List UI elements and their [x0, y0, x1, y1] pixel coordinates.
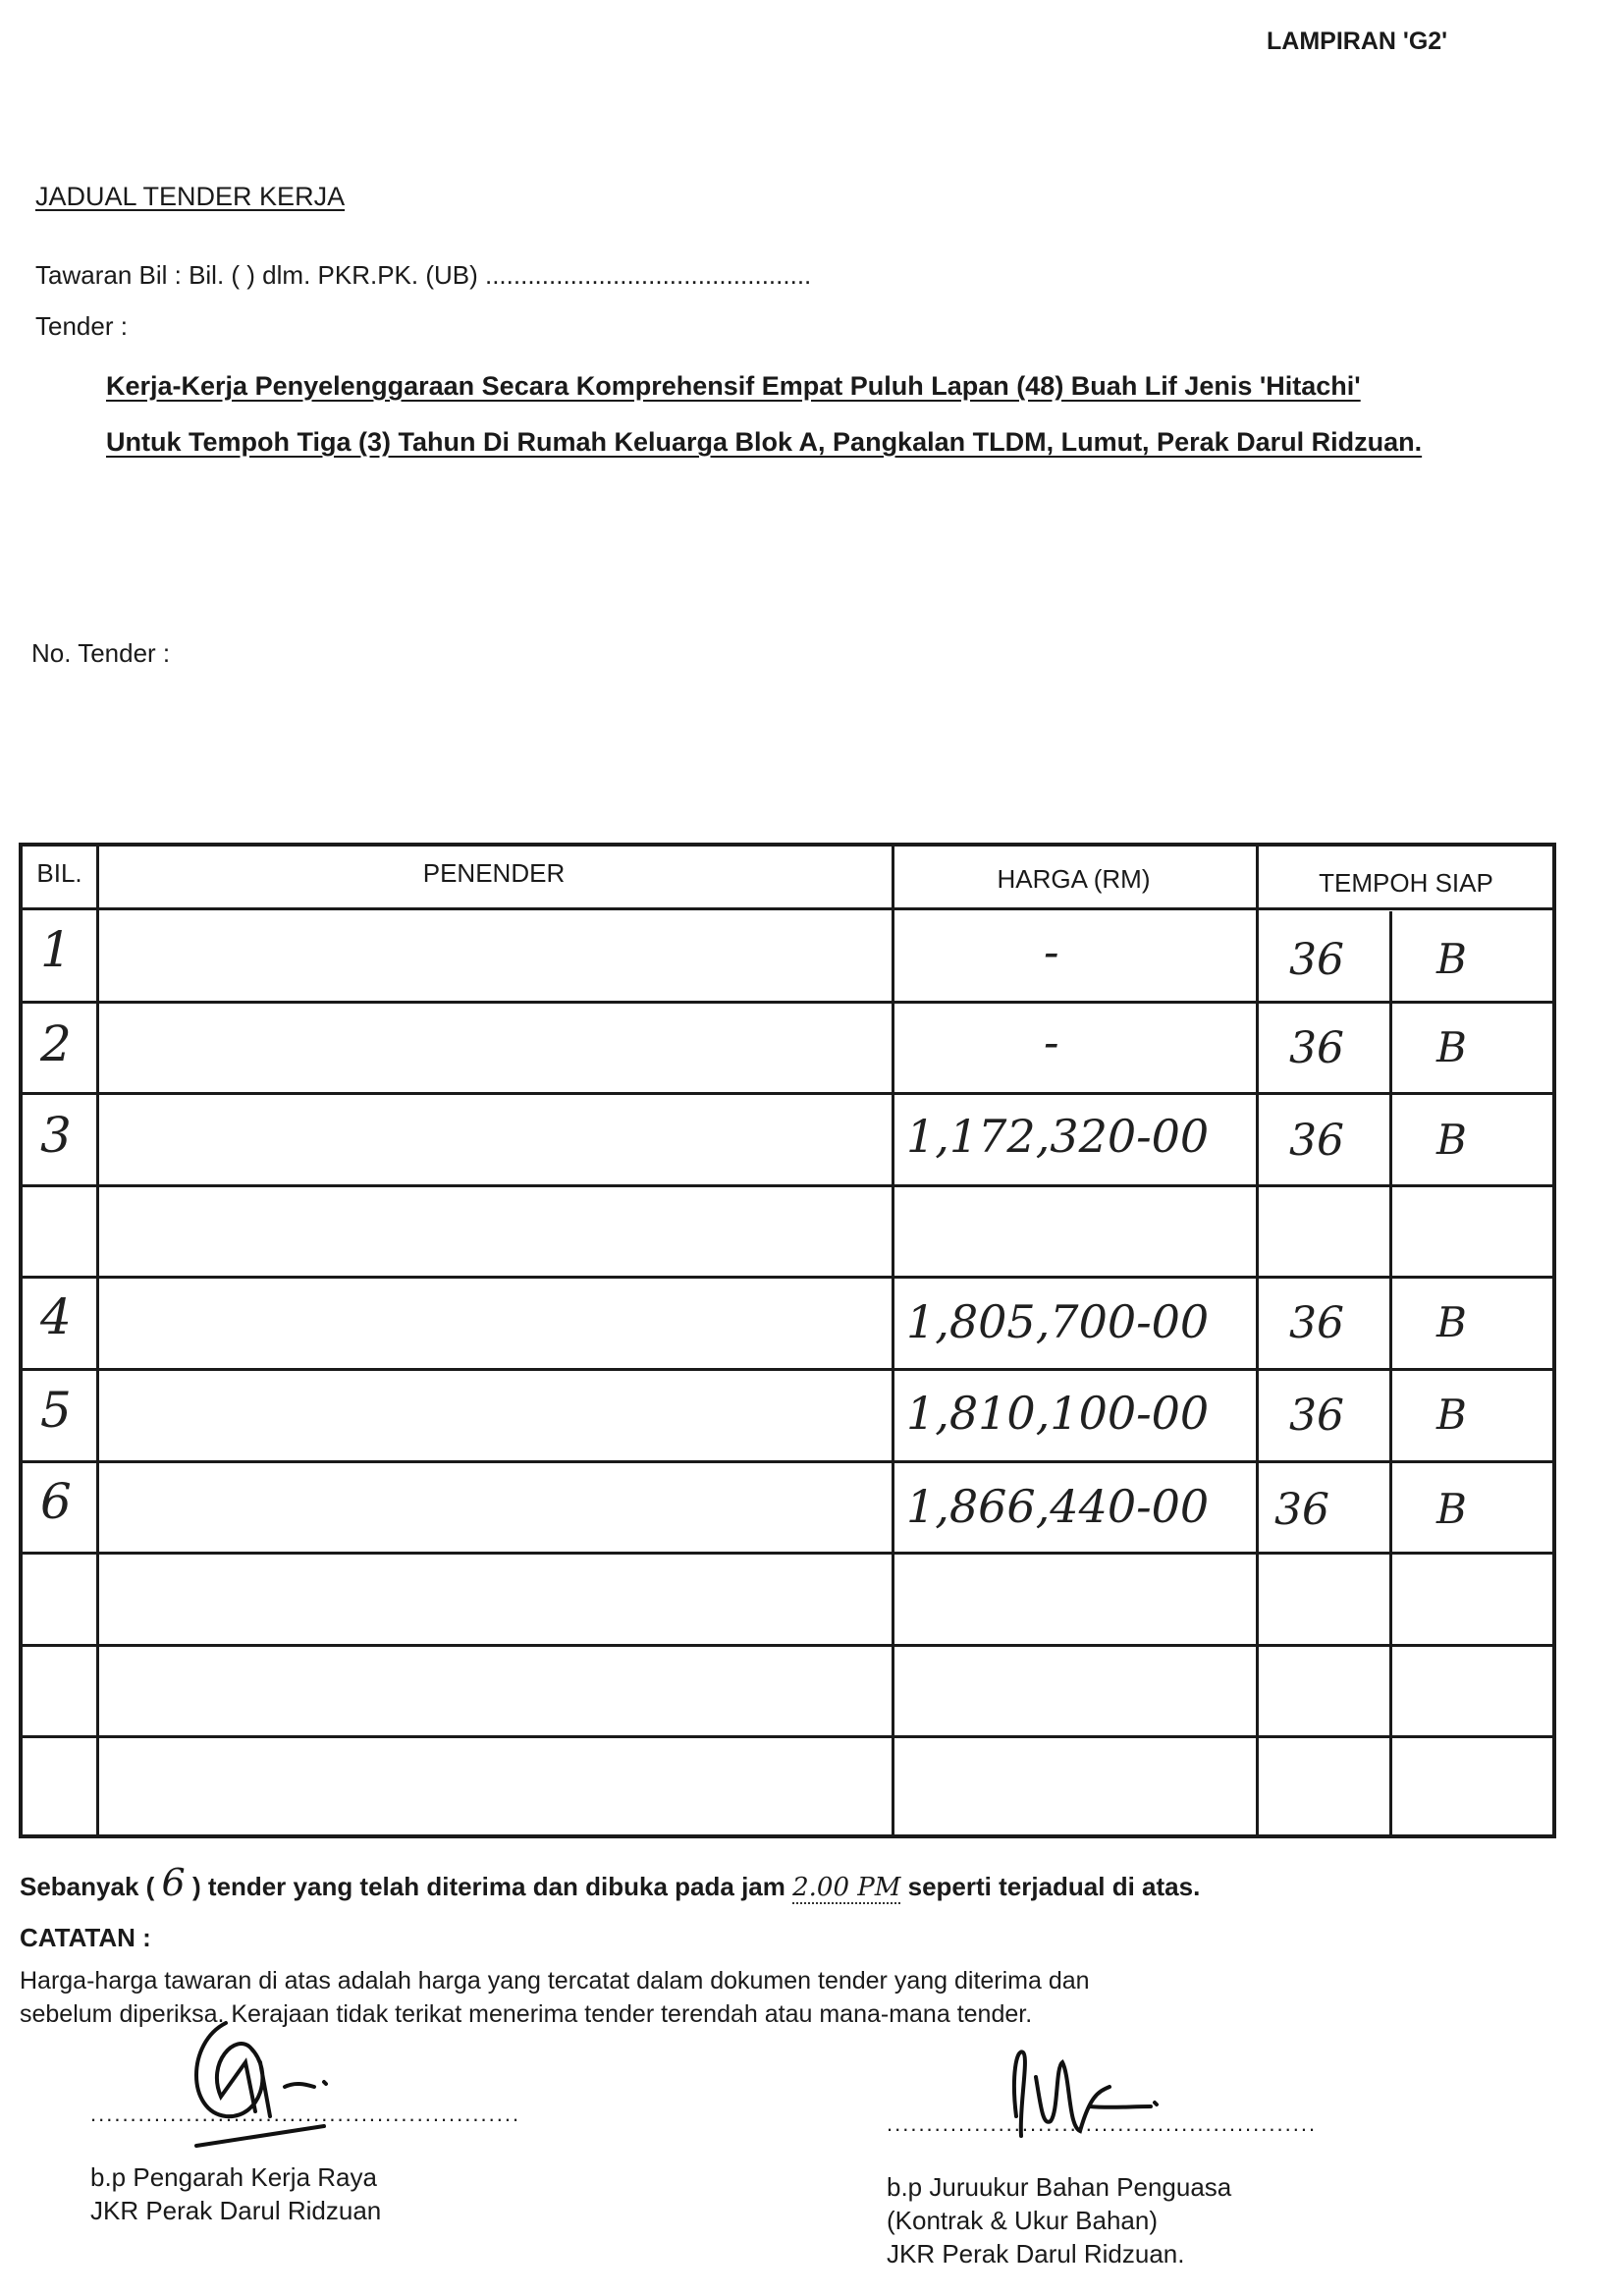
row-divider: [23, 1092, 1552, 1095]
header-penender: PENENDER: [422, 858, 566, 888]
cell-tempoh-unit: B: [1436, 1116, 1467, 1164]
cell-tempoh-unit: B: [1436, 1298, 1467, 1346]
cell-tempoh-unit: B: [1436, 1023, 1467, 1071]
signatory-left: [90, 2160, 381, 2227]
cell-tempoh-unit: B: [1436, 1485, 1467, 1533]
tender-number-label: No. Tender :: [31, 638, 171, 668]
cell-tempoh: 36: [1274, 1485, 1329, 1535]
summary-middle: ) tender yang telah diterima dan dibuka pada jam: [191, 1872, 785, 1901]
notes-line-1: Harga-harga tawaran di atas adalah harga yang tercatat dalam dokumen tender yang diterima dan: [20, 1967, 1090, 1995]
annex-label: LAMPIRAN 'G2': [1267, 27, 1448, 55]
cell-tempoh-unit: B: [1436, 935, 1467, 983]
cell-harga: 1,805,700-00: [906, 1295, 1210, 1348]
signature-line-left: ......................................................: [90, 2102, 521, 2126]
header-tempoh-siap: TEMPOH SIAP: [1319, 868, 1493, 898]
cell-bil: 3: [40, 1107, 72, 1164]
cell-harga: 1,810,100-00: [906, 1387, 1210, 1440]
document-heading: JADUAL TENDER KERJA: [35, 182, 346, 211]
cell-tempoh: 36: [1289, 1298, 1344, 1348]
cell-tempoh: 36: [1289, 935, 1344, 985]
row-divider: [23, 1735, 1552, 1738]
row-divider: [23, 1460, 1552, 1463]
column-divider: [96, 847, 99, 1834]
signatory-left-line-1: b.p Pengarah Kerja Raya: [90, 2162, 377, 2192]
cell-bil: 6: [40, 1473, 72, 1530]
cell-tempoh: 36: [1289, 1391, 1344, 1441]
cell-bil: 2: [40, 1015, 72, 1072]
row-divider: [23, 907, 1552, 910]
column-divider: [1389, 911, 1392, 1834]
signature-line-right: ......................................................: [887, 2111, 1318, 2136]
header-bil: BIL.: [36, 858, 82, 888]
summary-suffix: seperti terjadual di atas.: [907, 1872, 1201, 1901]
tender-schedule-table: [19, 843, 1556, 1838]
summary-prefix: Sebanyak (: [20, 1872, 155, 1901]
cell-tempoh-unit: B: [1436, 1391, 1467, 1439]
column-divider: [1256, 847, 1259, 1834]
summary-line: [20, 1861, 1200, 1904]
tawaran-line: Tawaran Bil : Bil. ( ) dlm. PKR.PK. (UB) ..............................................: [35, 260, 812, 290]
signatory-right: [887, 2170, 1231, 2270]
cell-bil: 1: [40, 921, 72, 978]
row-divider: [23, 1276, 1552, 1279]
signatory-right-line-2: (Kontrak & Ukur Bahan): [887, 2206, 1159, 2235]
notes-label: CATATAN :: [20, 1923, 151, 1952]
column-divider: [892, 847, 894, 1834]
cell-bil: 5: [40, 1382, 72, 1439]
cell-tempoh: 36: [1289, 1023, 1344, 1073]
tender-label: Tender :: [35, 311, 128, 341]
summary-time: 2.00 PM: [792, 1873, 901, 1902]
notes-line-2: sebelum diperiksa. Kerajaan tidak terikat menerima tender terendah atau mana-mana tender.: [20, 2000, 1033, 2028]
cell-harga: -: [1044, 925, 1059, 978]
signature-left: [167, 2003, 363, 2160]
cell-harga: 1,866,440-00: [906, 1480, 1210, 1533]
row-divider: [23, 1552, 1552, 1555]
cell-harga: 1,172,320-00: [906, 1110, 1210, 1163]
row-divider: [23, 1644, 1552, 1647]
cell-bil: 4: [40, 1288, 72, 1345]
summary-count: 6: [161, 1861, 186, 1904]
signatory-right-line-3: JKR Perak Darul Ridzuan.: [887, 2239, 1185, 2269]
row-divider: [23, 1184, 1552, 1187]
project-title-line-2: Untuk Tempoh Tiga (3) Tahun Di Rumah Keluarga Blok A, Pangkalan TLDM, Lumut, Perak Darul Ridzuan.: [106, 427, 1423, 457]
cell-harga: -: [1044, 1015, 1059, 1068]
row-divider: [23, 1368, 1552, 1371]
cell-tempoh: 36: [1289, 1116, 1344, 1166]
row-divider: [23, 1001, 1552, 1004]
header-harga: HARGA (RM): [997, 864, 1151, 894]
project-title-line-1: Kerja-Kerja Penyelenggaraan Secara Komprehensif Empat Puluh Lapan (48) Buah Lif Jenis 'Hitachi': [106, 371, 1361, 401]
signatory-left-line-2: JKR Perak Darul Ridzuan: [90, 2196, 382, 2225]
signatory-right-line-1: b.p Juruukur Bahan Penguasa: [887, 2172, 1232, 2202]
